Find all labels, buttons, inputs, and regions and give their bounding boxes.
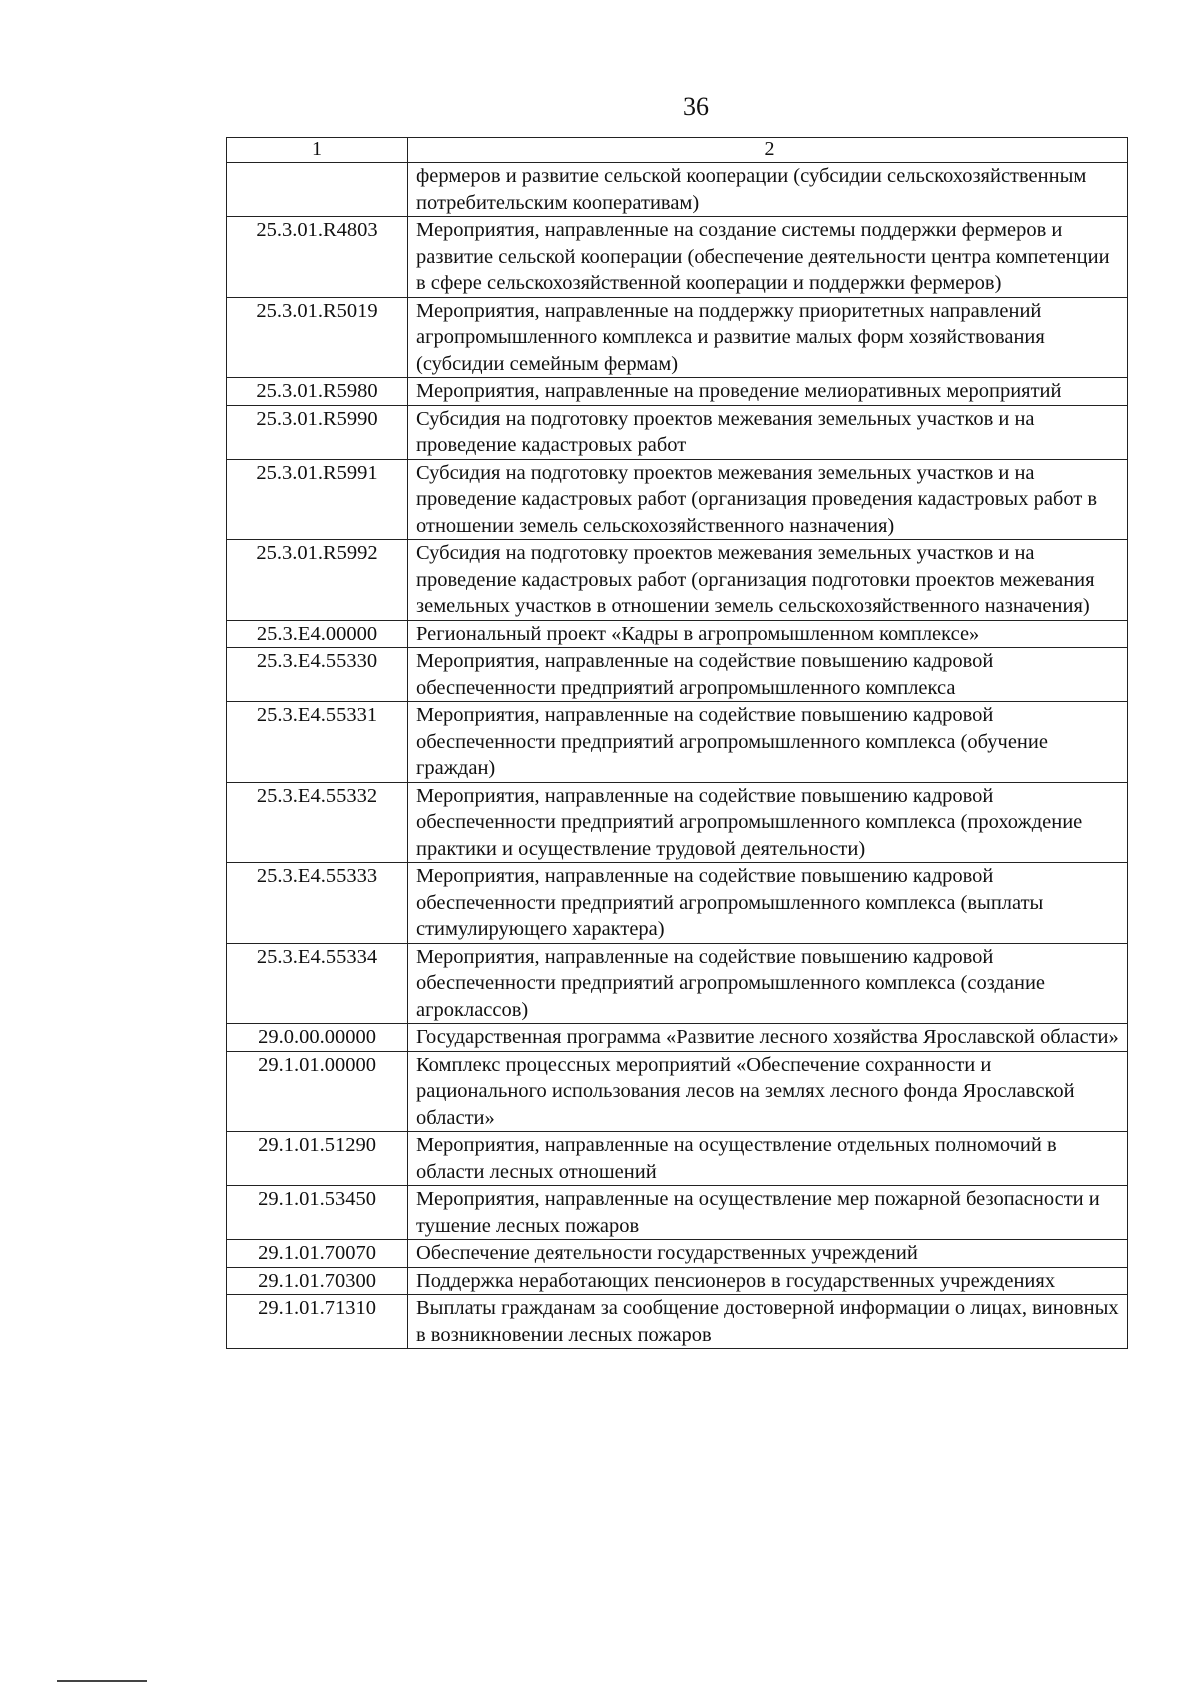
- row-code-cell: 29.1.01.00000: [227, 1051, 408, 1132]
- row-code-cell: 25.3.E4.00000: [227, 620, 408, 648]
- row-code-cell: 25.3.01.R4803: [227, 217, 408, 298]
- table-row: [227, 1024, 1128, 1052]
- row-description-cell: Субсидия на подготовку проектов межевания земельных участков и на проведение кадастровых работ (организация подготовки проектов межевания земельных участков в отношении земель сельскохозяйственного назначения): [408, 540, 1128, 621]
- row-description-cell: Мероприятия, направленные на поддержку приоритетных направлений агропромышленного комплекса и развитие малых форм хозяйствования (субсидии семейным фермам): [408, 297, 1128, 378]
- table-row: [227, 378, 1128, 406]
- row-description-cell: Мероприятия, направленные на содействие повышению кадровой обеспеченности предприятий агропромышленного комплекса (прохождение практики и осуществление трудовой деятельности): [408, 782, 1128, 863]
- page-number: 36: [683, 92, 709, 121]
- row-code-cell: 29.1.01.51290: [227, 1132, 408, 1186]
- row-description-cell: Комплекс процессных мероприятий «Обеспечение сохранности и рационального использования лесов на землях лесного фонда Ярославской области»: [408, 1051, 1128, 1132]
- table-row: [227, 620, 1128, 648]
- row-code-cell: 29.0.00.00000: [227, 1024, 408, 1052]
- row-code-cell: 29.1.01.53450: [227, 1186, 408, 1240]
- column-header-2: 2: [408, 138, 1128, 163]
- table-header-row: [227, 138, 1128, 163]
- row-description-cell: Мероприятия, направленные на содействие повышению кадровой обеспеченности предприятий агропромышленного комплекса: [408, 648, 1128, 702]
- table-row: [227, 405, 1128, 459]
- table-row: [227, 1295, 1128, 1349]
- row-description-cell: Мероприятия, направленные на содействие повышению кадровой обеспеченности предприятий агропромышленного комплекса (создание агроклассов): [408, 943, 1128, 1024]
- row-description-cell: Выплаты гражданам за сообщение достоверной информации о лицах, виновных в возникновении лесных пожаров: [408, 1295, 1128, 1349]
- row-code-cell: 25.3.01.R5991: [227, 459, 408, 540]
- row-code-cell: 25.3.E4.55331: [227, 702, 408, 783]
- table-row: [227, 1240, 1128, 1268]
- table-row: [227, 1186, 1128, 1240]
- table-row: [227, 943, 1128, 1024]
- row-code-cell: 29.1.01.70300: [227, 1267, 408, 1295]
- row-code-cell: 25.3.01.R5980: [227, 378, 408, 406]
- row-code-cell: 29.1.01.71310: [227, 1295, 408, 1349]
- row-description-cell: Обеспечение деятельности государственных учреждений: [408, 1240, 1128, 1268]
- row-description-cell: Мероприятия, направленные на содействие повышению кадровой обеспеченности предприятий агропромышленного комплекса (выплаты стимулирующего характера): [408, 863, 1128, 944]
- row-description-cell: Региональный проект «Кадры в агропромышленном комплексе»: [408, 620, 1128, 648]
- row-description-cell: Мероприятия, направленные на содействие повышению кадровой обеспеченности предприятий агропромышленного комплекса (обучение граждан): [408, 702, 1128, 783]
- budget-classification-table: [226, 137, 1128, 1349]
- table-row: [227, 863, 1128, 944]
- table-row: [227, 1051, 1128, 1132]
- table-row: [227, 702, 1128, 783]
- row-code-cell: 25.3.01.R5019: [227, 297, 408, 378]
- table-row: [227, 297, 1128, 378]
- row-description-cell: Мероприятия, направленные на осуществление отдельных полномочий в области лесных отношений: [408, 1132, 1128, 1186]
- table-row: [227, 782, 1128, 863]
- row-code-cell: [227, 163, 408, 217]
- column-header-1: 1: [227, 138, 408, 163]
- row-description-cell: Мероприятия, направленные на осуществление мер пожарной безопасности и тушение лесных пожаров: [408, 1186, 1128, 1240]
- table-row: [227, 648, 1128, 702]
- table-row: [227, 1132, 1128, 1186]
- row-code-cell: 25.3.E4.55332: [227, 782, 408, 863]
- row-description-cell: Мероприятия, направленные на создание системы поддержки фермеров и развитие сельской кооперации (обеспечение деятельности центра компетенции в сфере сельскохозяйственной кооперации и поддержки фермеров): [408, 217, 1128, 298]
- table-row: [227, 217, 1128, 298]
- row-code-cell: 29.1.01.70070: [227, 1240, 408, 1268]
- table-row: [227, 163, 1128, 217]
- row-code-cell: 25.3.E4.55330: [227, 648, 408, 702]
- table-row: [227, 540, 1128, 621]
- table-body: [227, 138, 1128, 1349]
- row-code-cell: 25.3.01.R5990: [227, 405, 408, 459]
- row-description-cell: Субсидия на подготовку проектов межевания земельных участков и на проведение кадастровых работ (организация проведения кадастровых работ в отношении земель сельскохозяйственного назначения): [408, 459, 1128, 540]
- row-description-cell: Мероприятия, направленные на проведение мелиоративных мероприятий: [408, 378, 1128, 406]
- row-code-cell: 25.3.E4.55333: [227, 863, 408, 944]
- row-code-cell: 25.3.E4.55334: [227, 943, 408, 1024]
- table-row: [227, 1267, 1128, 1295]
- row-description-cell: Субсидия на подготовку проектов межевания земельных участков и на проведение кадастровых работ: [408, 405, 1128, 459]
- row-description-cell: Государственная программа «Развитие лесного хозяйства Ярославской области»: [408, 1024, 1128, 1052]
- row-description-cell: Поддержка неработающих пенсионеров в государственных учреждениях: [408, 1267, 1128, 1295]
- row-description-cell: фермеров и развитие сельской кооперации (субсидии сельскохозяйственным потребительским кооперативам): [408, 163, 1128, 217]
- scan-mark: [57, 1680, 147, 1682]
- row-code-cell: 25.3.01.R5992: [227, 540, 408, 621]
- table-row: [227, 459, 1128, 540]
